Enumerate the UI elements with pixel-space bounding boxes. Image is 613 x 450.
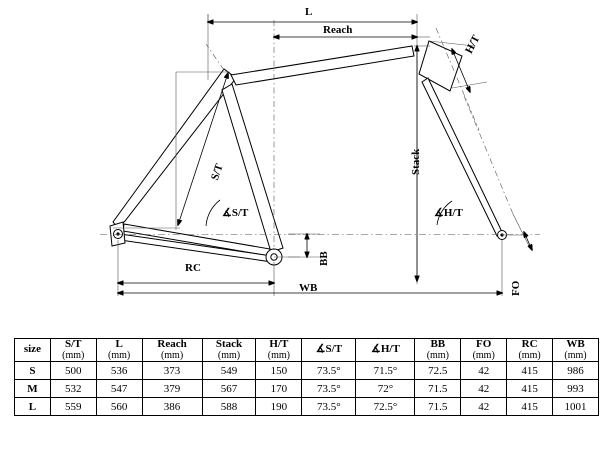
- th-reach: [142, 339, 202, 362]
- th-l: [96, 339, 142, 362]
- dim-label-st: S/T: [209, 162, 226, 182]
- cell-fo: 42: [461, 362, 507, 380]
- cell-ht: 190: [256, 398, 302, 416]
- geometry-table: [14, 338, 599, 416]
- th-angle-st: [302, 339, 356, 362]
- cell-angle-st: 73.5°: [302, 380, 356, 398]
- th-rc: [507, 339, 553, 362]
- th-fo: [461, 339, 507, 362]
- th-rc-label: RC: [521, 338, 538, 350]
- cell-fo: 42: [461, 380, 507, 398]
- cell-size: M: [15, 380, 51, 398]
- th-st: [50, 339, 96, 362]
- dim-st: [178, 73, 228, 225]
- th-fo-unit: (mm): [472, 349, 495, 361]
- dim-label-angle-st: ∡S/T: [222, 207, 249, 219]
- th-l-label: L: [115, 338, 123, 350]
- th-angle-ht-label: ∡H/T: [370, 343, 400, 356]
- cell-bb: 71.5: [415, 380, 461, 398]
- cell-l: 547: [96, 380, 142, 398]
- th-st-label: S/T: [64, 338, 82, 350]
- cell-st: 500: [50, 362, 96, 380]
- th-stack: [202, 339, 256, 362]
- th-ht-unit: (mm): [267, 349, 290, 361]
- cell-reach: 386: [142, 398, 202, 416]
- cell-stack: 567: [202, 380, 256, 398]
- th-ht-label: H/T: [269, 338, 289, 350]
- th-ht: [256, 339, 302, 362]
- dim-label-angle-ht: ∡H/T: [434, 207, 463, 219]
- th-bb: [415, 339, 461, 362]
- th-bb-unit: (mm): [426, 349, 449, 361]
- cell-rc: 415: [507, 362, 553, 380]
- cell-st: 559: [50, 398, 96, 416]
- dim-label-reach: Reach: [323, 24, 353, 36]
- th-wb: [553, 339, 599, 362]
- dim-label-wb: WB: [299, 282, 318, 294]
- th-stack-unit: (mm): [217, 349, 241, 361]
- th-reach-label: Reach: [157, 338, 187, 350]
- cell-l: 560: [96, 398, 142, 416]
- cell-ht: 150: [256, 362, 302, 380]
- table-header-row: [15, 339, 599, 362]
- th-size: [15, 339, 51, 362]
- th-wb-label: WB: [566, 338, 585, 350]
- cell-angle-st: 73.5°: [302, 398, 356, 416]
- cell-size: S: [15, 362, 51, 380]
- table-row: [15, 380, 599, 398]
- dim-label-bb: BB: [318, 251, 330, 266]
- th-rc-unit: (mm): [518, 349, 541, 361]
- dim-label-L-top: L: [305, 6, 313, 18]
- dim-label-rc: RC: [185, 262, 201, 274]
- cell-reach: 373: [142, 362, 202, 380]
- cell-fo: 42: [461, 398, 507, 416]
- cell-stack: 549: [202, 362, 256, 380]
- cell-angle-ht: 72.5°: [356, 398, 415, 416]
- rear-hub-center: [116, 232, 119, 235]
- th-st-unit: (mm): [62, 349, 85, 361]
- th-angle-ht: [356, 339, 415, 362]
- cell-bb: 71.5: [415, 398, 461, 416]
- th-bb-label: BB: [430, 338, 446, 350]
- table-row: [15, 362, 599, 380]
- dim-label-ht: H/T: [463, 33, 483, 56]
- th-wb-unit: (mm): [564, 349, 587, 361]
- cell-rc: 415: [507, 398, 553, 416]
- cell-ht: 170: [256, 380, 302, 398]
- dim-label-stack: Stack: [410, 148, 422, 175]
- th-reach-unit: (mm): [160, 349, 184, 361]
- cell-rc: 415: [507, 380, 553, 398]
- cell-st: 532: [50, 380, 96, 398]
- cell-wb: 986: [553, 362, 599, 380]
- cell-l: 536: [96, 362, 142, 380]
- cell-wb: 993: [553, 380, 599, 398]
- table-row: [15, 398, 599, 416]
- cell-size: L: [15, 398, 51, 416]
- dim-label-fo: FO: [510, 280, 522, 296]
- cell-angle-st: 73.5°: [302, 362, 356, 380]
- cell-angle-ht: 71.5°: [356, 362, 415, 380]
- th-fo-label: FO: [476, 338, 492, 350]
- arc-angle-st: [206, 200, 220, 226]
- cell-stack: 588: [202, 398, 256, 416]
- seat-tube-shape: [113, 69, 236, 228]
- cell-angle-ht: 72°: [356, 380, 415, 398]
- cell-wb: 1001: [553, 398, 599, 416]
- th-stack-label: Stack: [215, 338, 243, 350]
- top-tube-shape: [231, 46, 414, 85]
- th-size-label: size: [23, 343, 41, 356]
- cell-bb: 72.5: [415, 362, 461, 380]
- th-angle-st-label: ∡S/T: [315, 343, 343, 356]
- cell-reach: 379: [142, 380, 202, 398]
- th-l-unit: (mm): [108, 349, 131, 361]
